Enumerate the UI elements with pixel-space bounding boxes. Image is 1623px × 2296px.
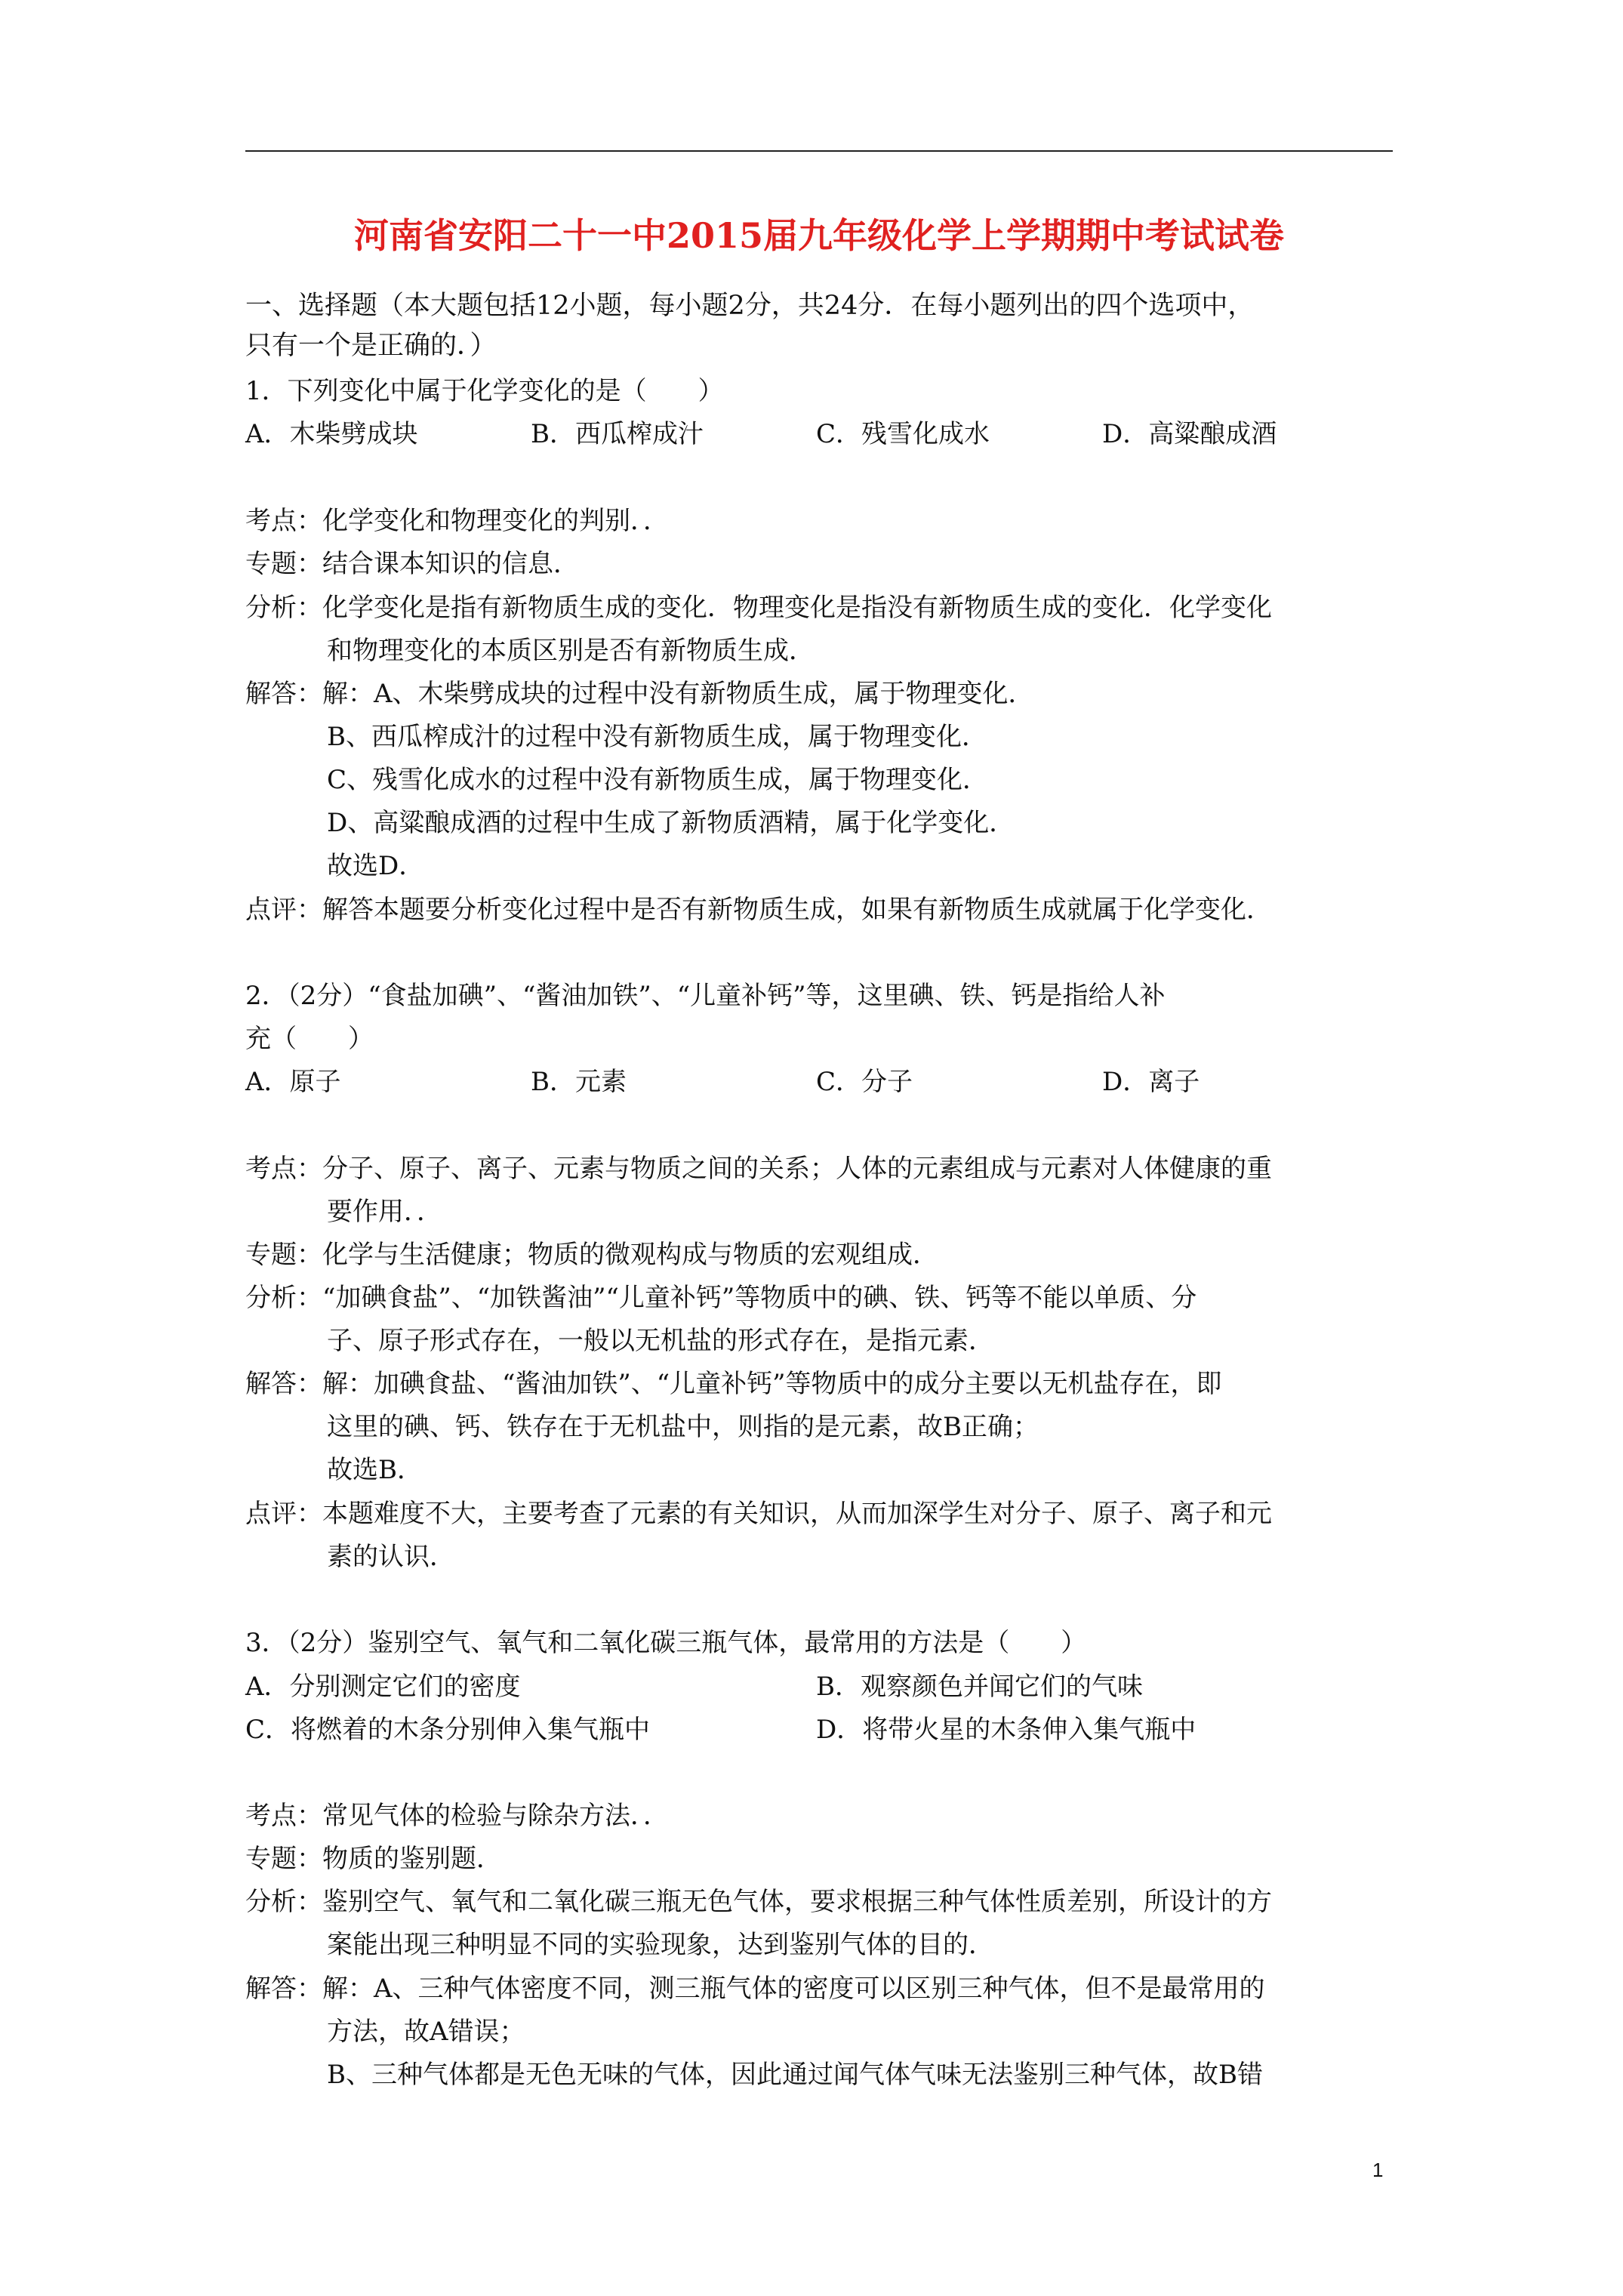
page-number: 1 [1372,2159,1384,2181]
q3-option-a: A．分别测定它们的密度 [245,1672,521,1702]
q2-dianping-line-1: 点评：本题难度不大，主要考查了元素的有关知识，从而加深学生对分子、原子、离子和元 [245,1499,1272,1529]
q3-jieda-line-1: 解答：解：A、三种气体密度不同，测三瓶气体的密度可以区别三种气体，但不是最常用的 [245,1974,1265,2004]
q3-option-b: B．观察颜色并闻它们的气味 [816,1672,1143,1702]
q2-stem-line-1: 2．（2分）“食盐加碘”、“酱油加铁”、“儿童补钙”等，这里碘、铁、钙是指给人补 [245,981,1166,1011]
q3-zhuanti: 专题：物质的鉴别题． [245,1844,502,1874]
q1-option-d: D．高粱酿成酒 [1102,419,1277,449]
q1-jieda-line-1: 解答：解：A、木柴劈成块的过程中没有新物质生成，属于物理变化． [245,679,1034,709]
q3-fenxi-line-1: 分析：鉴别空气、氧气和二氧化碳三瓶无色气体，要求根据三种气体性质差别，所设计的方 [245,1887,1272,1917]
q1-option-a: A．木柴劈成块 [245,419,418,449]
q2-option-b: B．元素 [531,1067,627,1097]
q1-fenxi-line-2: 和物理变化的本质区别是否有新物质生成． [327,636,815,666]
section-heading-line-1: 一、选择题（本大题包括12小题，每小题2分，共24分．在每小题列出的四个选项中， [245,291,1255,321]
q1-fenxi-line-1: 分析：化学变化是指有新物质生成的变化．物理变化是指没有新物质生成的变化．化学变化 [245,593,1272,623]
q2-fenxi-line-2: 子、原子形式存在，一般以无机盐的形式存在，是指元素． [327,1326,994,1356]
q3-stem: 3．（2分）鉴别空气、氧气和二氧化碳三瓶气体，最常用的方法是（ ） [245,1628,1087,1658]
q2-option-c: C．分子 [816,1067,913,1097]
q1-stem: 1．下列变化中属于化学变化的是（ ） [245,376,724,406]
q2-dianping-line-2: 素的认识． [327,1542,455,1572]
q2-option-d: D．离子 [1102,1067,1200,1097]
q1-jieda-line-3: C、残雪化成水的过程中没有新物质生成，属于物理变化． [327,765,989,795]
q2-option-a: A．原子 [245,1067,341,1097]
q3-fenxi-line-2: 案能出现三种明显不同的实验现象，达到鉴别气体的目的． [327,1930,994,1960]
q1-option-b: B．西瓜榨成汁 [531,419,704,449]
document-title: 河南省安阳二十一中2015届九年级化学上学期期中考试试卷 [353,215,1285,256]
q2-jieda-line-2: 这里的碘、钙、铁存在于无机盐中，则指的是元素，故B正确； [327,1412,1039,1442]
q1-jieda-line-2: B、西瓜榨成汁的过程中没有新物质生成，属于物理变化． [327,722,987,752]
q2-stem-line-2: 充（ ） [245,1024,374,1054]
q1-jieda-line-5: 故选D． [327,851,425,881]
q2-jieda-line-1: 解答：解：加碘食盐、“酱油加铁”、“儿童补钙”等物质中的成分主要以无机盐存在，即 [245,1369,1222,1399]
q1-dianping: 点评：解答本题要分析变化过程中是否有新物质生成，如果有新物质生成就属于化学变化． [245,895,1272,925]
q3-jieda-line-3: B、三种气体都是无色无味的气体，因此通过闻气体气味无法鉴别三种气体，故B错 [327,2060,1263,2090]
q2-kaodian-line-2: 要作用．． [327,1197,442,1227]
header-rule [245,150,1393,152]
q2-kaodian-line-1: 考点：分子、原子、离子、元素与物质之间的关系；人体的元素组成与元素对人体健康的重 [245,1154,1272,1184]
q3-jieda-line-2: 方法，故A错误； [327,2017,525,2047]
q1-zhuanti: 专题：结合课本知识的信息． [245,549,579,579]
q2-jieda-line-3: 故选B． [327,1455,423,1485]
q1-option-c: C．残雪化成水 [816,419,990,449]
q1-jieda-line-4: D、高粱酿成酒的过程中生成了新物质酒精，属于化学变化． [327,808,1015,838]
section-heading-line-2: 只有一个是正确的．） [245,331,497,361]
q3-kaodian: 考点：常见气体的检验与除杂方法．． [245,1801,669,1831]
q3-option-c: C．将燃着的木条分别伸入集气瓶中 [245,1715,651,1745]
q1-kaodian: 考点：化学变化和物理变化的判别．． [245,506,669,536]
q2-zhuanti: 专题：化学与生活健康；物质的微观构成与物质的宏观组成． [245,1240,938,1270]
q2-fenxi-line-1: 分析：“加碘食盐”、“加铁酱油”“儿童补钙”等物质中的碘、铁、钙等不能以单质、分 [245,1283,1197,1313]
q3-option-d: D．将带火星的木条伸入集气瓶中 [816,1715,1196,1745]
